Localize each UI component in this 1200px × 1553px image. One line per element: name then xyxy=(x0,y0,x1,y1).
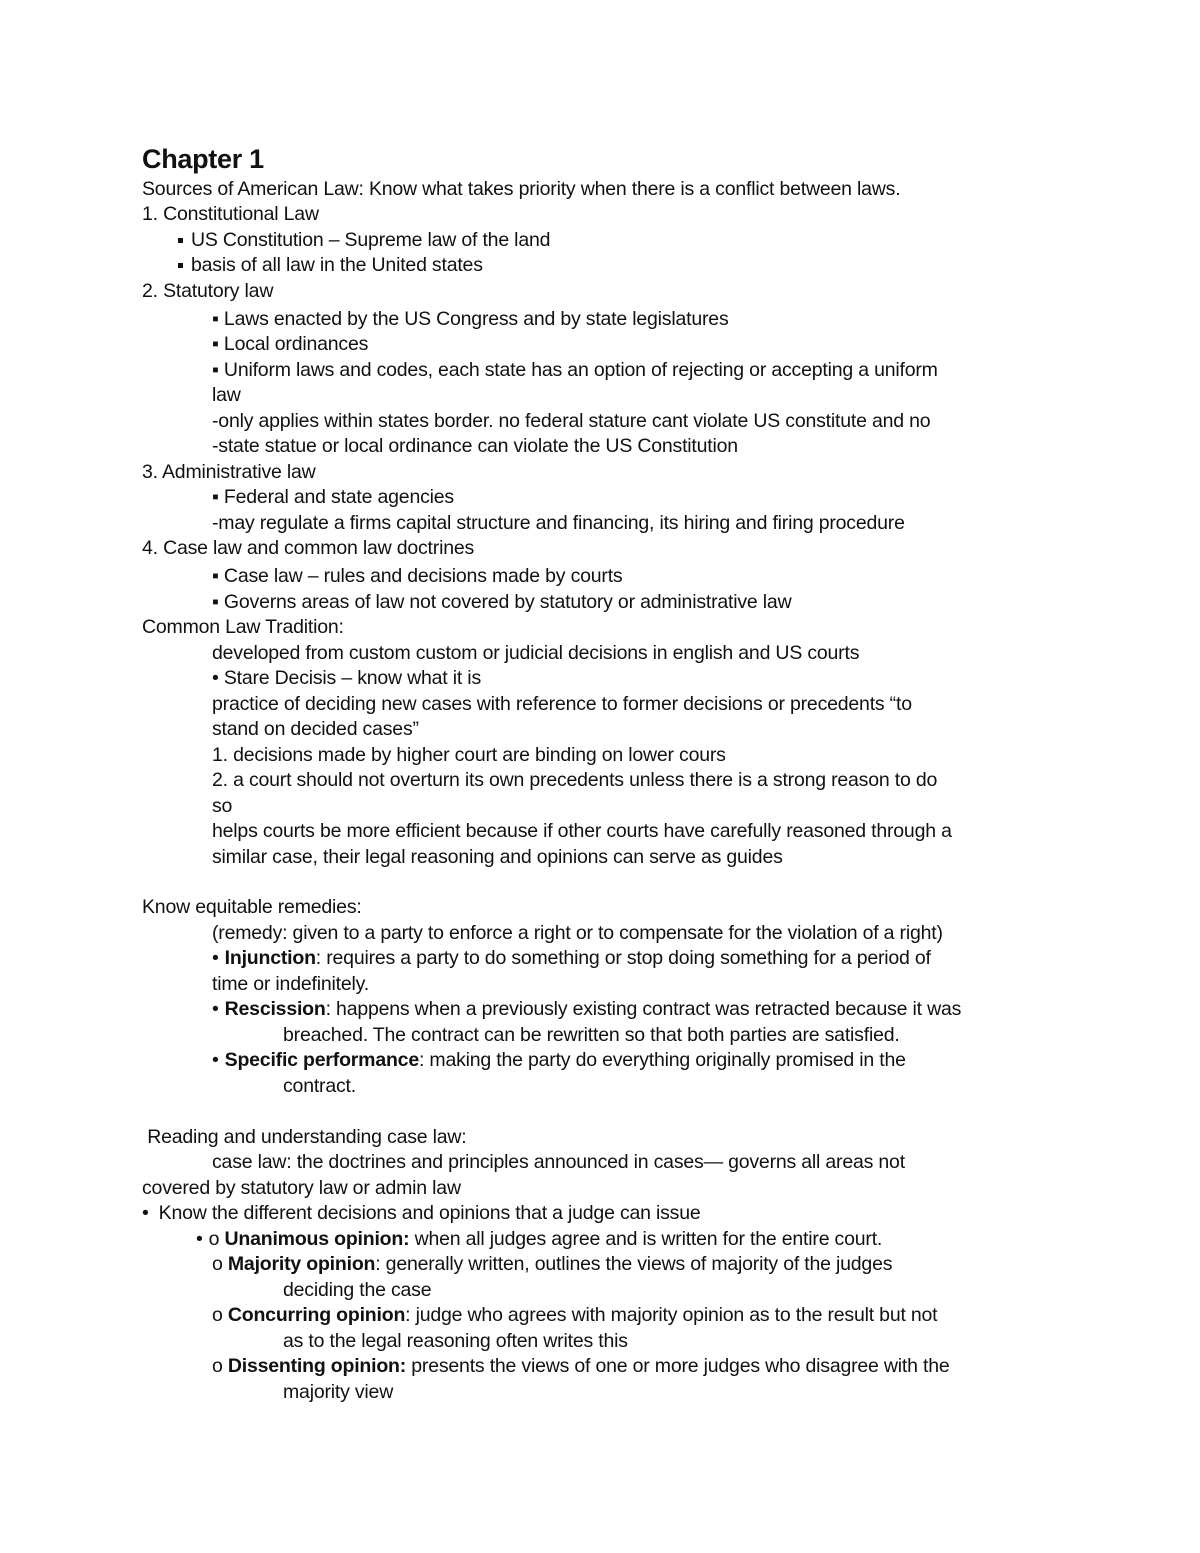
paragraph-line: practice of deciding new cases with reference to former decisions or precedents “to xyxy=(212,693,912,715)
list-item-continuation: deciding the case xyxy=(283,1279,432,1301)
list-item: • Specific performance: making the party do everything originally promised in the xyxy=(212,1049,906,1071)
term: Injunction xyxy=(224,947,316,969)
list-item-continuation: time or indefinitely. xyxy=(212,973,369,995)
square-bullet-icon xyxy=(178,238,183,243)
paragraph-line: helps courts be more efficient because if other courts have carefully reasoned through a xyxy=(212,820,952,842)
list-item: ▪ Uniform laws and codes, each state has an option of rejecting or accepting a uniform xyxy=(212,359,938,381)
term: Specific performance xyxy=(224,1049,419,1071)
note-text: -may regulate a firms capital structure and financing, its hiring and firing procedure xyxy=(212,512,905,534)
bullet-icon: • xyxy=(212,1049,219,1071)
equitable-remedies-heading: Know equitable remedies: xyxy=(142,896,362,918)
reading-case-law-heading: Reading and understanding case law: xyxy=(142,1126,467,1148)
note-text: -only applies within states border. no federal stature cant violate US constitute and no xyxy=(212,410,931,432)
list-item: basis of all law in the United states xyxy=(178,253,483,278)
list-item: • Know the different decisions and opinions that a judge can issue xyxy=(142,1202,701,1224)
paragraph-line: similar case, their legal reasoning and opinions can serve as guides xyxy=(212,846,783,868)
bullet-icon: • xyxy=(142,1202,149,1224)
paragraph-line: covered by statutory law or admin law xyxy=(142,1177,461,1199)
paragraph-line: so xyxy=(212,795,233,817)
paragraph-line: developed from custom custom or judicial decisions in english and US courts xyxy=(212,642,860,664)
term: Rescission xyxy=(224,998,326,1020)
paragraph-line: (remedy: given to a party to enforce a right or to compensate for the violation of a right) xyxy=(212,922,943,944)
list-item: o Dissenting opinion: presents the views of one or more judges who disagree with the xyxy=(212,1355,950,1377)
section-administrative-heading: 3. Administrative law xyxy=(142,461,316,483)
list-item-continuation: breached. The contract can be rewritten so that both parties are satisfied. xyxy=(283,1024,900,1046)
square-bullet-icon xyxy=(178,263,183,268)
term: Concurring opinion xyxy=(227,1304,406,1326)
paragraph-line: 1. decisions made by higher court are binding on lower cours xyxy=(212,744,726,766)
section-constitutional-heading: 1. Constitutional Law xyxy=(142,203,319,225)
paragraph-line: case law: the doctrines and principles announced in cases— governs all areas not xyxy=(212,1151,905,1173)
list-item: ▪ Governs areas of law not covered by statutory or administrative law xyxy=(212,591,792,613)
list-item: • Rescission: happens when a previously existing contract was retracted because it was xyxy=(212,998,962,1020)
bullet-icon: • xyxy=(196,1228,203,1250)
paragraph-line: 2. a court should not overturn its own precedents unless there is a strong reason to do xyxy=(212,769,938,791)
list-item: ▪ Local ordinances xyxy=(212,333,369,355)
list-item-continuation: majority view xyxy=(283,1381,394,1403)
section-statutory-heading: 2. Statutory law xyxy=(142,280,274,302)
bullet-icon: • xyxy=(212,998,219,1020)
common-law-heading: Common Law Tradition: xyxy=(142,616,344,638)
note-text: -state statue or local ordinance can violate the US Constitution xyxy=(212,435,738,457)
list-item: ▪ Federal and state agencies xyxy=(212,486,454,508)
paragraph-line: stand on decided cases” xyxy=(212,718,419,740)
intro-text: Sources of American Law: Know what takes priority when there is a conflict between laws. xyxy=(142,178,901,200)
list-item-continuation: contract. xyxy=(283,1075,356,1097)
term: Dissenting opinion: xyxy=(227,1355,407,1377)
list-item: • Injunction: requires a party to do something or stop doing something for a period of xyxy=(212,947,931,969)
list-item: ▪ Laws enacted by the US Congress and by state legislatures xyxy=(212,308,729,330)
list-item: o Majority opinion: generally written, outlines the views of majority of the judges xyxy=(212,1253,893,1275)
bullet-icon: • xyxy=(212,947,219,969)
list-item: • o Unanimous opinion: when all judges agree and is written for the entire court. xyxy=(196,1228,883,1250)
list-item-continuation: law xyxy=(212,384,241,406)
term: Majority opinion xyxy=(227,1253,376,1275)
list-item: US Constitution – Supreme law of the land xyxy=(178,228,550,253)
list-item-continuation: as to the legal reasoning often writes this xyxy=(283,1330,628,1352)
term: Unanimous opinion: xyxy=(224,1228,410,1250)
chapter-title: Chapter 1 xyxy=(142,144,264,174)
paragraph-line: • Stare Decisis – know what it is xyxy=(212,667,481,689)
section-caselaw-heading: 4. Case law and common law doctrines xyxy=(142,537,475,559)
list-item: o Concurring opinion: judge who agrees with majority opinion as to the result but not xyxy=(212,1304,938,1326)
list-item: ▪ Case law – rules and decisions made by courts xyxy=(212,565,623,587)
